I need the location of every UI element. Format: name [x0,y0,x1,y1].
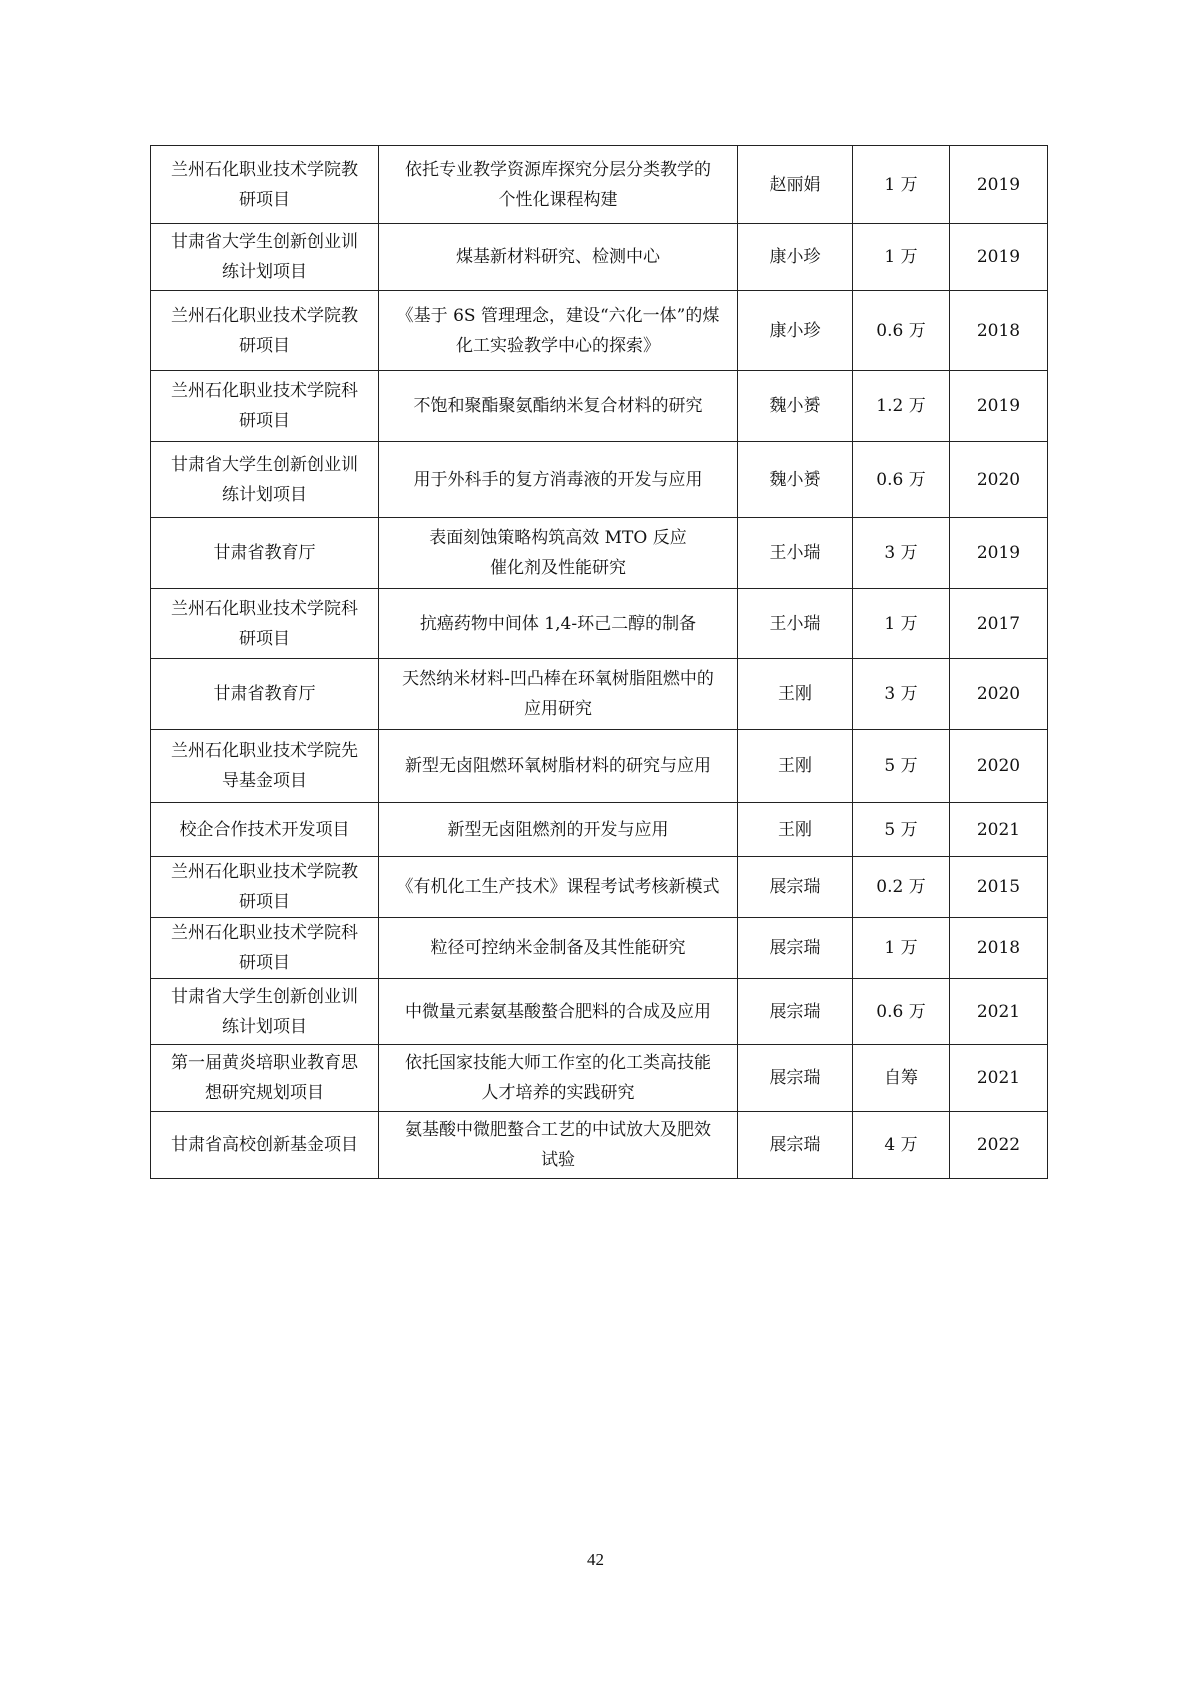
project-title-cell [379,730,738,803]
projects-table [150,145,1048,1179]
project-year-cell: 2022 [950,1112,1048,1179]
project-source-cell-line: 练计划项目 [222,484,307,505]
project-person-cell: 王小瑞 [738,589,853,659]
project-person-cell: 展宗瑞 [738,1112,853,1179]
project-title-cell-line: 表面刻蚀策略构筑高效 MTO 反应 [429,528,687,548]
table-row [151,1045,1048,1112]
project-source-cell-line: 研项目 [239,953,290,973]
project-fund-cell: 1 万 [853,224,950,291]
project-year-cell: 2019 [950,146,1048,224]
project-source-cell [151,224,379,291]
project-person-cell: 展宗瑞 [738,918,853,979]
project-person-cell: 王刚 [738,659,853,730]
project-source-cell-line: 兰州石化职业技术学院教 [171,159,358,180]
project-title-cell-line: 用于外科手的复方消毒液的开发与应用 [413,469,703,490]
project-year-cell: 2019 [950,518,1048,589]
project-source-cell-line: 第一届黄炎培职业教育思 [171,1053,358,1073]
project-source-cell [151,918,379,979]
table-row [151,857,1048,918]
project-title-cell-line: 中微量元素氨基酸螯合肥料的合成及应用 [405,1001,711,1022]
project-title-cell-line: 煤基新材料研究、检测中心 [456,247,660,267]
project-title-cell [379,803,738,857]
project-year-cell: 2018 [950,918,1048,979]
project-person-cell: 康小珍 [738,291,853,371]
project-fund-cell: 自筹 [853,1045,950,1112]
project-title-cell-line: 《有机化工生产技术》课程考试考核新模式 [396,877,720,897]
project-title-cell [379,146,738,224]
project-title-cell-line: 依托专业教学资源库探究分层分类教学的 [405,159,711,180]
project-title-cell [379,518,738,589]
project-title-cell-line: 催化剂及性能研究 [490,558,626,578]
project-source-cell-line: 甘肃省教育厅 [213,684,316,704]
project-title-cell [379,918,738,979]
project-year-cell: 2020 [950,659,1048,730]
project-title-cell [379,1112,738,1179]
project-year-cell: 2015 [950,857,1048,918]
table-row [151,803,1048,857]
project-title-cell-line: 应用研究 [524,699,592,719]
table-row [151,730,1048,803]
project-title-cell [379,1045,738,1112]
project-fund-cell: 5 万 [853,730,950,803]
project-title-cell-line: 《基于 6S 管理理念，建设“六化一体”的煤 [396,305,720,326]
project-person-cell: 展宗瑞 [738,1045,853,1112]
table-row [151,659,1048,730]
table-row [151,589,1048,659]
page-number: 42 [587,1550,604,1569]
table-row [151,146,1048,224]
project-year-cell: 2019 [950,371,1048,442]
project-source-cell-line: 甘肃省大学生创新创业训 [171,232,358,252]
project-source-cell [151,371,379,442]
project-title-cell-line: 新型无卤阻燃环氧树脂材料的研究与应用 [405,756,711,776]
project-fund-cell: 1 万 [853,589,950,659]
project-source-cell-line: 兰州石化职业技术学院先 [171,741,358,761]
project-fund-cell: 0.6 万 [853,442,950,518]
project-source-cell-line: 练计划项目 [222,262,307,282]
project-fund-cell: 0.2 万 [853,857,950,918]
project-fund-cell: 0.6 万 [853,979,950,1045]
table-row [151,1112,1048,1179]
project-year-cell: 2020 [950,730,1048,803]
project-source-cell-line: 兰州石化职业技术学院科 [171,923,358,943]
project-year-cell: 2017 [950,589,1048,659]
project-source-cell-line: 想研究规划项目 [205,1083,324,1103]
projects-table-body [151,146,1048,1179]
project-title-cell [379,589,738,659]
project-source-cell [151,291,379,371]
project-fund-cell: 3 万 [853,518,950,589]
project-source-cell [151,518,379,589]
project-title-cell-line: 抗癌药物中间体 1,4-环己二醇的制备 [419,613,697,634]
project-title-cell-line: 不饱和聚酯聚氨酯纳米复合材料的研究 [413,396,703,416]
project-year-cell: 2020 [950,442,1048,518]
project-source-cell [151,730,379,803]
project-title-cell-line: 粒径可控纳米金制备及其性能研究 [430,938,686,958]
table-row [151,224,1048,291]
project-title-cell-line: 依托国家技能大师工作室的化工类高技能 [405,1053,711,1073]
project-source-cell [151,857,379,918]
project-source-cell-line: 练计划项目 [222,1016,307,1037]
project-title-cell-line: 氨基酸中微肥螯合工艺的中试放大及肥效 [405,1120,711,1140]
project-year-cell: 2019 [950,224,1048,291]
project-fund-cell: 4 万 [853,1112,950,1179]
project-source-cell [151,442,379,518]
project-source-cell-line: 研项目 [239,189,290,210]
table-row [151,442,1048,518]
project-source-cell-line: 兰州石化职业技术学院科 [171,381,358,401]
project-title-cell [379,371,738,442]
project-year-cell: 2018 [950,291,1048,371]
table-row [151,979,1048,1045]
project-fund-cell: 1.2 万 [853,371,950,442]
project-source-cell [151,1045,379,1112]
project-title-cell [379,659,738,730]
table-row [151,518,1048,589]
project-person-cell: 赵丽娟 [738,146,853,224]
project-title-cell [379,857,738,918]
project-person-cell: 王小瑞 [738,518,853,589]
project-title-cell-line: 新型无卤阻燃剂的开发与应用 [447,819,669,840]
project-source-cell-line: 甘肃省高校创新基金项目 [171,1135,358,1155]
project-title-cell-line: 试验 [541,1150,575,1170]
project-person-cell: 魏小赟 [738,442,853,518]
project-source-cell [151,1112,379,1179]
project-source-cell [151,979,379,1045]
project-person-cell: 展宗瑞 [738,979,853,1045]
project-title-cell-line: 化工实验教学中心的探索》 [456,335,660,356]
project-source-cell [151,803,379,857]
project-person-cell: 康小珍 [738,224,853,291]
project-fund-cell: 1 万 [853,918,950,979]
project-source-cell-line: 研项目 [239,335,290,356]
project-source-cell-line: 兰州石化职业技术学院科 [171,598,358,619]
project-title-cell-line: 人才培养的实践研究 [481,1083,635,1103]
project-fund-cell: 0.6 万 [853,291,950,371]
table-row [151,918,1048,979]
project-person-cell: 展宗瑞 [738,857,853,918]
project-source-cell-line: 兰州石化职业技术学院教 [171,305,358,326]
project-person-cell: 王刚 [738,730,853,803]
project-person-cell: 魏小赟 [738,371,853,442]
table-row [151,371,1048,442]
project-year-cell: 2021 [950,1045,1048,1112]
project-fund-cell: 5 万 [853,803,950,857]
project-title-cell [379,224,738,291]
project-fund-cell: 3 万 [853,659,950,730]
project-title-cell [379,291,738,371]
project-year-cell: 2021 [950,803,1048,857]
project-source-cell-line: 研项目 [239,892,290,912]
project-source-cell-line: 甘肃省大学生创新创业训 [171,986,358,1007]
project-title-cell [379,442,738,518]
project-year-cell: 2021 [950,979,1048,1045]
project-source-cell [151,589,379,659]
project-title-cell [379,979,738,1045]
table-row [151,291,1048,371]
project-source-cell-line: 研项目 [239,628,290,649]
project-fund-cell: 1 万 [853,146,950,224]
project-title-cell-line: 个性化课程构建 [498,189,618,210]
project-source-cell-line: 甘肃省大学生创新创业训 [171,454,358,475]
project-source-cell-line: 研项目 [239,411,290,431]
project-source-cell-line: 兰州石化职业技术学院教 [171,862,358,882]
project-title-cell-line: 天然纳米材料-凹凸棒在环氧树脂阻燃中的 [402,669,714,689]
project-source-cell [151,659,379,730]
project-source-cell-line: 校企合作技术开发项目 [179,819,350,840]
project-source-cell [151,146,379,224]
project-person-cell: 王刚 [738,803,853,857]
project-source-cell-line: 导基金项目 [222,771,307,791]
project-source-cell-line: 甘肃省教育厅 [213,543,316,563]
